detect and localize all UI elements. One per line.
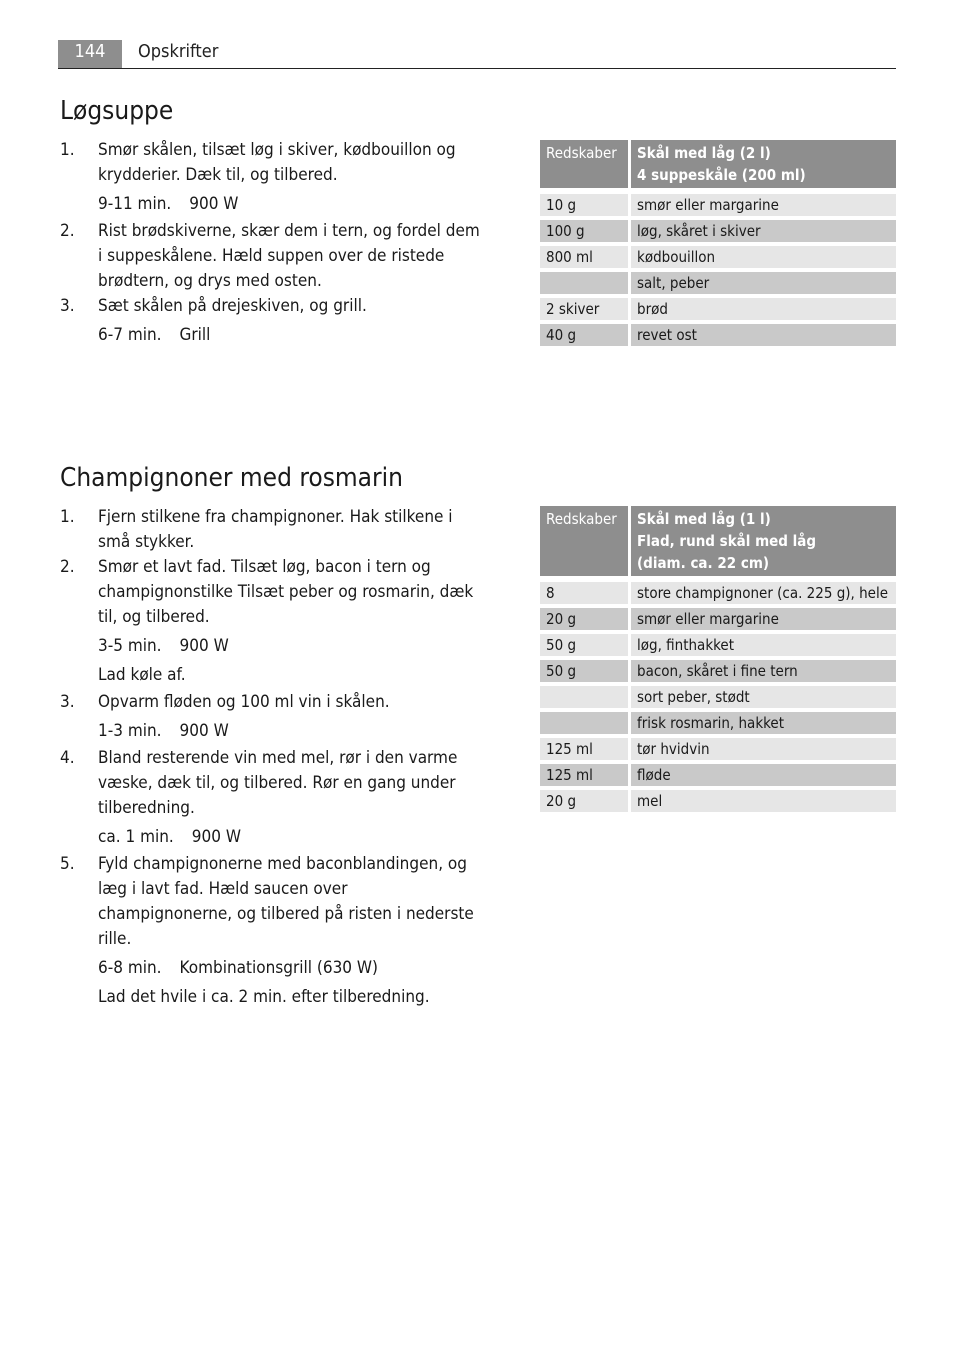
equipment-line: Skål med låg (2 l) bbox=[637, 144, 771, 162]
step-timing bbox=[60, 323, 480, 348]
step-time: 1-3 min. bbox=[98, 721, 162, 741]
step-time: ca. 1 min. bbox=[98, 827, 174, 847]
step-number: 3. bbox=[60, 692, 75, 712]
step-text: Sæt skålen på drejeskiven, og grill. bbox=[98, 296, 367, 316]
step-timing bbox=[60, 956, 480, 981]
table-row bbox=[540, 188, 896, 216]
step-number: 4. bbox=[60, 748, 75, 768]
ingredient-cell: fløde bbox=[631, 760, 896, 786]
amount-cell: 20 g bbox=[540, 604, 631, 630]
step-power: 900 W bbox=[179, 636, 229, 656]
amount-cell: 10 g bbox=[540, 188, 631, 216]
recipe-step bbox=[60, 852, 480, 952]
step-time: 3-5 min. bbox=[98, 636, 162, 656]
table-row bbox=[540, 242, 896, 268]
step-time: 6-8 min. bbox=[98, 958, 162, 978]
amount-cell: 50 g bbox=[540, 630, 631, 656]
equipment-label: Redskaber bbox=[540, 506, 631, 576]
step-power: Grill bbox=[179, 325, 211, 345]
equipment-line: 4 suppeskåle (200 ml) bbox=[637, 166, 806, 184]
recipe-title: Champignoner med rosmarin bbox=[60, 463, 403, 493]
amount-cell: 100 g bbox=[540, 216, 631, 242]
step-timing bbox=[60, 719, 480, 744]
amount-cell: 50 g bbox=[540, 656, 631, 682]
step-number: 1. bbox=[60, 507, 75, 527]
ingredient-cell: store champignoner (ca. 225 g), hele bbox=[631, 576, 896, 604]
amount-cell bbox=[540, 682, 631, 708]
equipment-line: Skål med låg (1 l) bbox=[637, 510, 771, 528]
page-number: 144 bbox=[74, 41, 106, 62]
amount-cell bbox=[540, 268, 631, 294]
ingredient-cell: frisk rosmarin, hakket bbox=[631, 708, 896, 734]
amount-cell: 800 ml bbox=[540, 242, 631, 268]
ingredient-cell: tør hvidvin bbox=[631, 734, 896, 760]
recipe-step bbox=[60, 138, 480, 188]
step-text: Bland resterende vin med mel, rør i den varme væske, dæk til, og tilbered. Rør en gang under tilberedning. bbox=[98, 748, 458, 818]
step-power: 900 W bbox=[179, 721, 229, 741]
step-text: Smør skålen, tilsæt løg i skiver, kødbouillon og krydderier. Dæk til, og tilbered. bbox=[98, 140, 456, 185]
table-header-row bbox=[540, 140, 896, 188]
recipe-step bbox=[60, 219, 480, 294]
step-note: Lad køle af. bbox=[98, 665, 186, 685]
table-row bbox=[540, 320, 896, 346]
step-text: Opvarm fløden og 100 ml vin i skålen. bbox=[98, 692, 390, 712]
amount-cell: 40 g bbox=[540, 320, 631, 346]
table-row bbox=[540, 682, 896, 708]
recipe-step bbox=[60, 555, 480, 630]
step-number: 5. bbox=[60, 854, 75, 874]
step-number: 2. bbox=[60, 557, 75, 577]
header-rule bbox=[58, 68, 896, 69]
step-time: 6-7 min. bbox=[98, 325, 162, 345]
step-number: 1. bbox=[60, 140, 75, 160]
step-power: Kombinationsgrill (630 W) bbox=[179, 958, 378, 978]
table-row bbox=[540, 268, 896, 294]
table-row bbox=[540, 656, 896, 682]
recipe-title: Løgsuppe bbox=[60, 96, 174, 126]
step-note: Lad det hvile i ca. 2 min. efter tilberedning. bbox=[98, 987, 430, 1007]
amount-cell: 2 skiver bbox=[540, 294, 631, 320]
amount-cell: 8 bbox=[540, 576, 631, 604]
step-number: 3. bbox=[60, 296, 75, 316]
ingredient-cell: smør eller margarine bbox=[631, 188, 896, 216]
equipment-line: Flad, rund skål med låg bbox=[637, 532, 817, 550]
step-timing bbox=[60, 192, 480, 217]
step-power: 900 W bbox=[189, 194, 239, 214]
table-row bbox=[540, 294, 896, 320]
equipment-value bbox=[631, 506, 896, 576]
recipe-step bbox=[60, 294, 480, 319]
ingredient-cell: mel bbox=[631, 786, 896, 812]
amount-cell: 125 ml bbox=[540, 760, 631, 786]
step-timing bbox=[60, 634, 480, 659]
recipe-step bbox=[60, 746, 480, 821]
table-row bbox=[540, 708, 896, 734]
table-row bbox=[540, 604, 896, 630]
table-row bbox=[540, 786, 896, 812]
equipment-line: (diam. ca. 22 cm) bbox=[637, 554, 770, 572]
ingredient-cell: sort peber, stødt bbox=[631, 682, 896, 708]
step-timing bbox=[60, 825, 480, 850]
step-text: Fjern stilkene fra champignoner. Hak stilkene i små stykker. bbox=[98, 507, 453, 552]
ingredients-table bbox=[540, 506, 896, 812]
ingredient-cell: løg, skåret i skiver bbox=[631, 216, 896, 242]
ingredient-cell: løg, finthakket bbox=[631, 630, 896, 656]
recipe-steps bbox=[60, 138, 480, 350]
table-row bbox=[540, 576, 896, 604]
ingredients-table bbox=[540, 140, 896, 346]
table-header-row bbox=[540, 506, 896, 576]
equipment-value bbox=[631, 140, 896, 188]
ingredient-cell: kødbouillon bbox=[631, 242, 896, 268]
ingredient-cell: brød bbox=[631, 294, 896, 320]
ingredient-cell: bacon, skåret i fine tern bbox=[631, 656, 896, 682]
step-number: 2. bbox=[60, 221, 75, 241]
amount-cell: 20 g bbox=[540, 786, 631, 812]
step-time: 9-11 min. bbox=[98, 194, 172, 214]
table-row bbox=[540, 734, 896, 760]
ingredient-cell: salt, peber bbox=[631, 268, 896, 294]
step-text: Smør et lavt fad. Tilsæt løg, bacon i tern og champignonstilke Tilsæt peber og rosmarin, dæk til, og tilbered. bbox=[98, 557, 474, 627]
step-text: Fyld champignonerne med baconblandingen, og læg i lavt fad. Hæld saucen over champignonerne, og tilbered på risten i nederste rille. bbox=[98, 854, 474, 949]
section-title: Opskrifter bbox=[138, 41, 219, 62]
ingredient-cell: revet ost bbox=[631, 320, 896, 346]
table-row bbox=[540, 760, 896, 786]
ingredient-cell: smør eller margarine bbox=[631, 604, 896, 630]
recipe-steps bbox=[60, 505, 480, 1012]
amount-cell: 125 ml bbox=[540, 734, 631, 760]
step-power: 900 W bbox=[191, 827, 241, 847]
table-row bbox=[540, 630, 896, 656]
equipment-label: Redskaber bbox=[540, 140, 631, 188]
recipe-step bbox=[60, 690, 480, 715]
recipe-step bbox=[60, 505, 480, 555]
step-text: Rist brødskiverne, skær dem i tern, og fordel dem i suppeskålene. Hæld suppen over de ristede brødtern, og drys med osten. bbox=[98, 221, 480, 291]
amount-cell bbox=[540, 708, 631, 734]
table-row bbox=[540, 216, 896, 242]
